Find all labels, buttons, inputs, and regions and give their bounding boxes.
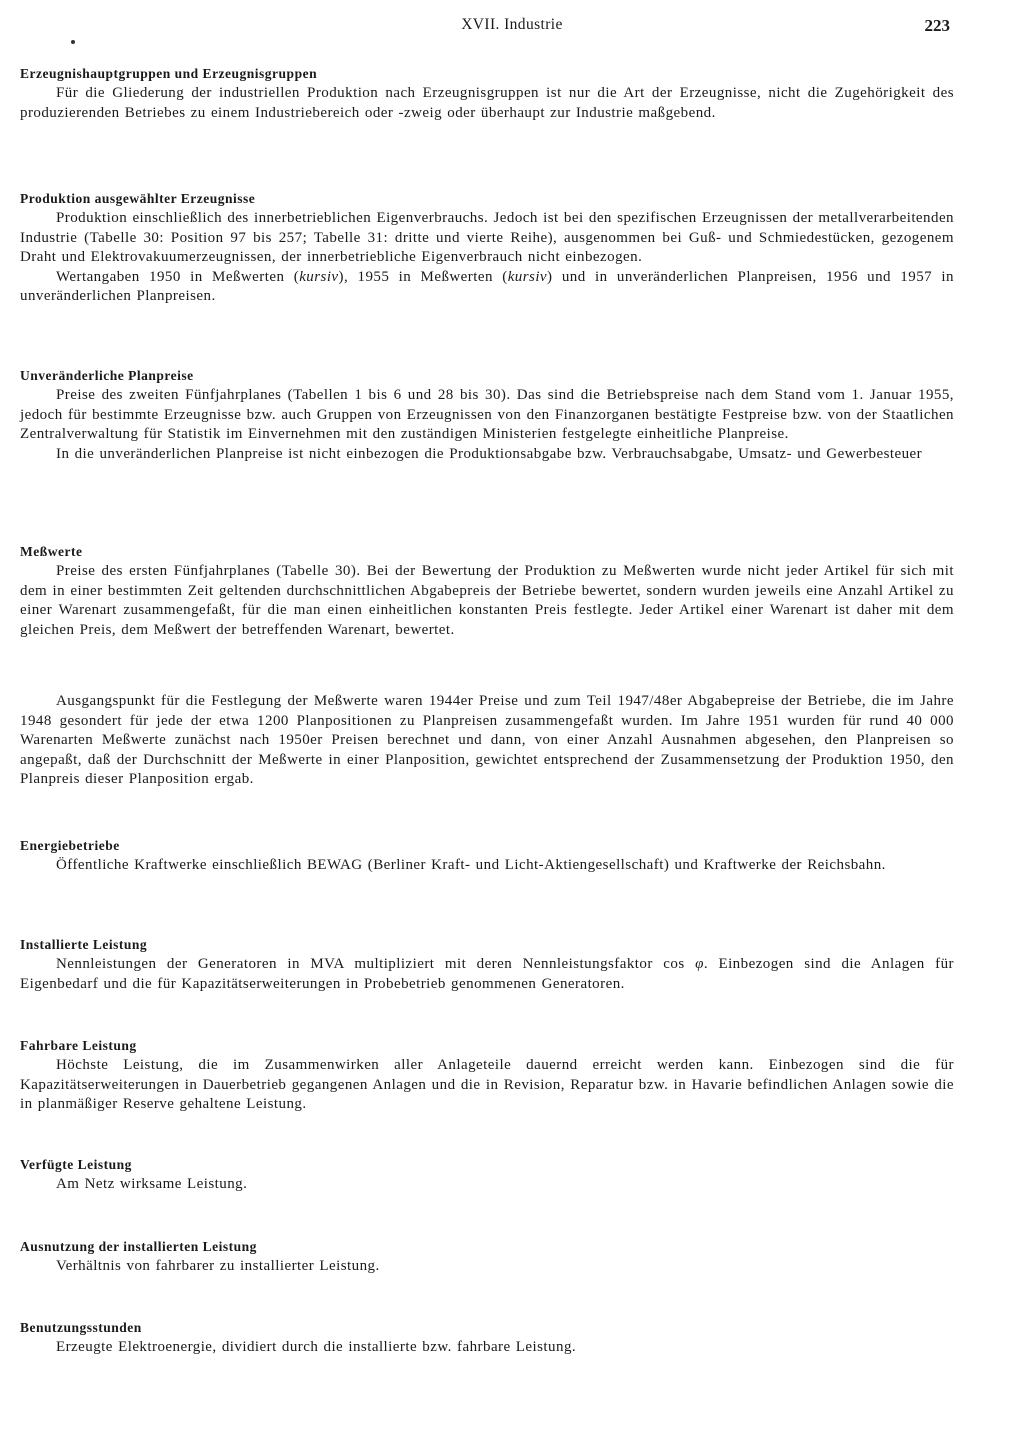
page-number: 223 — [924, 16, 950, 35]
section-heading: Produktion ausgewählter Erzeugnisse — [20, 191, 256, 206]
text-run: ), 1955 in Meßwerten ( — [338, 268, 508, 285]
italic-run: φ — [695, 956, 704, 972]
paragraph: Höchste Leistung, die im Zusammenwirken aller Anlageteile dauernd erreicht werden kann. Einbezogen sind die für Kapazitätserweiterungen in Dauerbetrieb gegangenen Anlagen und die in Revision, Reparatur bzw. in Havarie befindlichen Anlagen sowie die in planmäßiger Reserve gehaltene Leistung. — [20, 1057, 954, 1113]
section-heading: Benutzungsstunden — [20, 1320, 142, 1335]
paragraph: Preise des zweiten Fünfjahrplanes (Tabellen 1 bis 6 und 28 bis 30). Das sind die Betriebspreise nach dem Stand vom 1. Januar 1955, jedoch für bestimmte Erzeugnisse bzw. auch Gruppen von Erzeugnissen von den Finanzorganen bestätigte Festpreise bzw. von der Staatlichen Zentralverwaltung für Statistik im Einvernehmen mit den zuständigen Ministerien festgelegte einheitliche Planpreise. — [20, 387, 954, 443]
italic-run: kursiv — [507, 268, 548, 285]
paragraph: Öffentliche Kraftwerke einschließlich BEWAG (Berliner Kraft- und Licht-Aktiengesellschaft) und Kraftwerke der Reichsbahn. — [56, 857, 886, 873]
section-erzeugnisgruppen — [20, 64, 954, 123]
paragraph: Produktion einschließlich des innerbetrieblichen Eigenverbrauchs. Jedoch ist bei den spezifischen Erzeugnissen der metallverarbeitenden Industrie (Tabelle 30: Position 97 bis 257; Tabelle 31: dritte und vierte Reihe), ausgenommen bei Guß- und Schmiedestücken, gezogenem Draht und Elektrovakuumerzeugnissen, der innerbetriebliche Eigenverbrauch nicht einbezogen. — [20, 210, 954, 266]
text-run: . Einbezogen sind die Anlagen für Eigenbedarf und die für Kapazitätserweiterungen in Probebetrieb genommenen Generatoren. — [20, 956, 954, 992]
text-run: Wertangaben 1950 in Meßwerten ( — [56, 268, 300, 285]
section-verfuegte-leistung — [20, 1155, 954, 1195]
section-heading: Verfügte Leistung — [20, 1157, 132, 1172]
paragraph: Am Netz wirksame Leistung. — [56, 1176, 248, 1192]
section-heading: Unveränderliche Planpreise — [20, 368, 194, 383]
section-heading: Energiebetriebe — [20, 838, 120, 853]
section-benutzungsstunden — [20, 1318, 954, 1358]
running-title: XVII. Industrie — [461, 16, 563, 33]
section-heading: Meßwerte — [20, 544, 83, 559]
section-installierte-leistung — [20, 935, 954, 994]
text-run: ) und in unveränderlichen Planpreisen, 1956 und 1957 in unveränderlichen Planpreisen. — [20, 268, 954, 305]
print-speck — [71, 40, 75, 44]
section-ausnutzung — [20, 1237, 954, 1277]
text-run: Nennleistungen der Generatoren in MVA multipliziert mit deren Nennleistungsfaktor cos — [56, 956, 696, 972]
paragraph: In die unveränderlichen Planpreise ist nicht einbezogen die Produktionsabgabe bzw. Verbrauchsabgabe, Umsatz- und Gewerbesteuer — [56, 445, 923, 462]
section-messwerte-continued — [20, 692, 954, 790]
section-heading: Installierte Leistung — [20, 937, 148, 952]
paragraph: Für die Gliederung der industriellen Produktion nach Erzeugnisgruppen ist nur die Art der Erzeugnisse, nicht die Zugehörigkeit des produzierenden Betriebes zu einem Industriebereich oder -zweig oder überhaupt zur Industrie maßgebend. — [20, 85, 954, 121]
paragraph — [20, 955, 954, 994]
section-fahrbare-leistung — [20, 1036, 954, 1115]
section-energiebetriebe — [20, 836, 954, 876]
section-planpreise — [20, 366, 954, 464]
paragraph: Verhältnis von fahrbarer zu installierter Leistung. — [56, 1258, 380, 1274]
paragraph: Preise des ersten Fünfjahrplanes (Tabelle 30). Bei der Bewertung der Produktion zu Meßwerten wurde nicht jeder Artikel für sich mit dem in einer bestimmten Zeit geltenden durchschnittlichen Abgabepreis der Betriebe bewertet, sondern wurden jeweils eine Anzahl Artikel zu einer Warenart zusammengefaßt, für die man einen einheitlichen konstanten Preis festlegte. Jeder Artikel einer Warenart ist daher mit dem gleichen Preis, dem Meßwert der betreffenden Warenart, bewertet. — [20, 563, 954, 638]
paragraph — [20, 268, 954, 307]
section-produktion — [20, 189, 954, 307]
section-heading: Erzeugnishauptgruppen und Erzeugnisgruppen — [20, 66, 318, 81]
section-heading: Fahrbare Leistung — [20, 1038, 137, 1053]
section-heading: Ausnutzung der installierten Leistung — [20, 1239, 257, 1254]
paragraph: Ausgangspunkt für die Festlegung der Meßwerte waren 1944er Preise und zum Teil 1947/48er Abgabepreise der Betriebe, die im Jahre 1948 gesondert für jede der etwa 1200 Planpositionen zu Planpreisen zusammengefaßt wurden. Im Jahre 1951 wurden für rund 40 000 Warenarten Meßwerte zunächst nach 1950er Preisen berechnet und dann, von einer Anzahl Ausnahmen abgesehen, den Planpreisen so angepaßt, daß der Durchschnitt der Meßwerte in einer Planposition, gewichtet entsprechend der Zusammensetzung der Produktion 1950, den Planpreis dieser Planposition ergab. — [20, 693, 954, 788]
italic-run: kursiv — [299, 268, 339, 285]
running-header — [0, 16, 1024, 38]
paragraph: Erzeugte Elektroenergie, dividiert durch die installierte bzw. fahrbare Leistung. — [56, 1339, 577, 1355]
section-messwerte — [20, 542, 954, 640]
